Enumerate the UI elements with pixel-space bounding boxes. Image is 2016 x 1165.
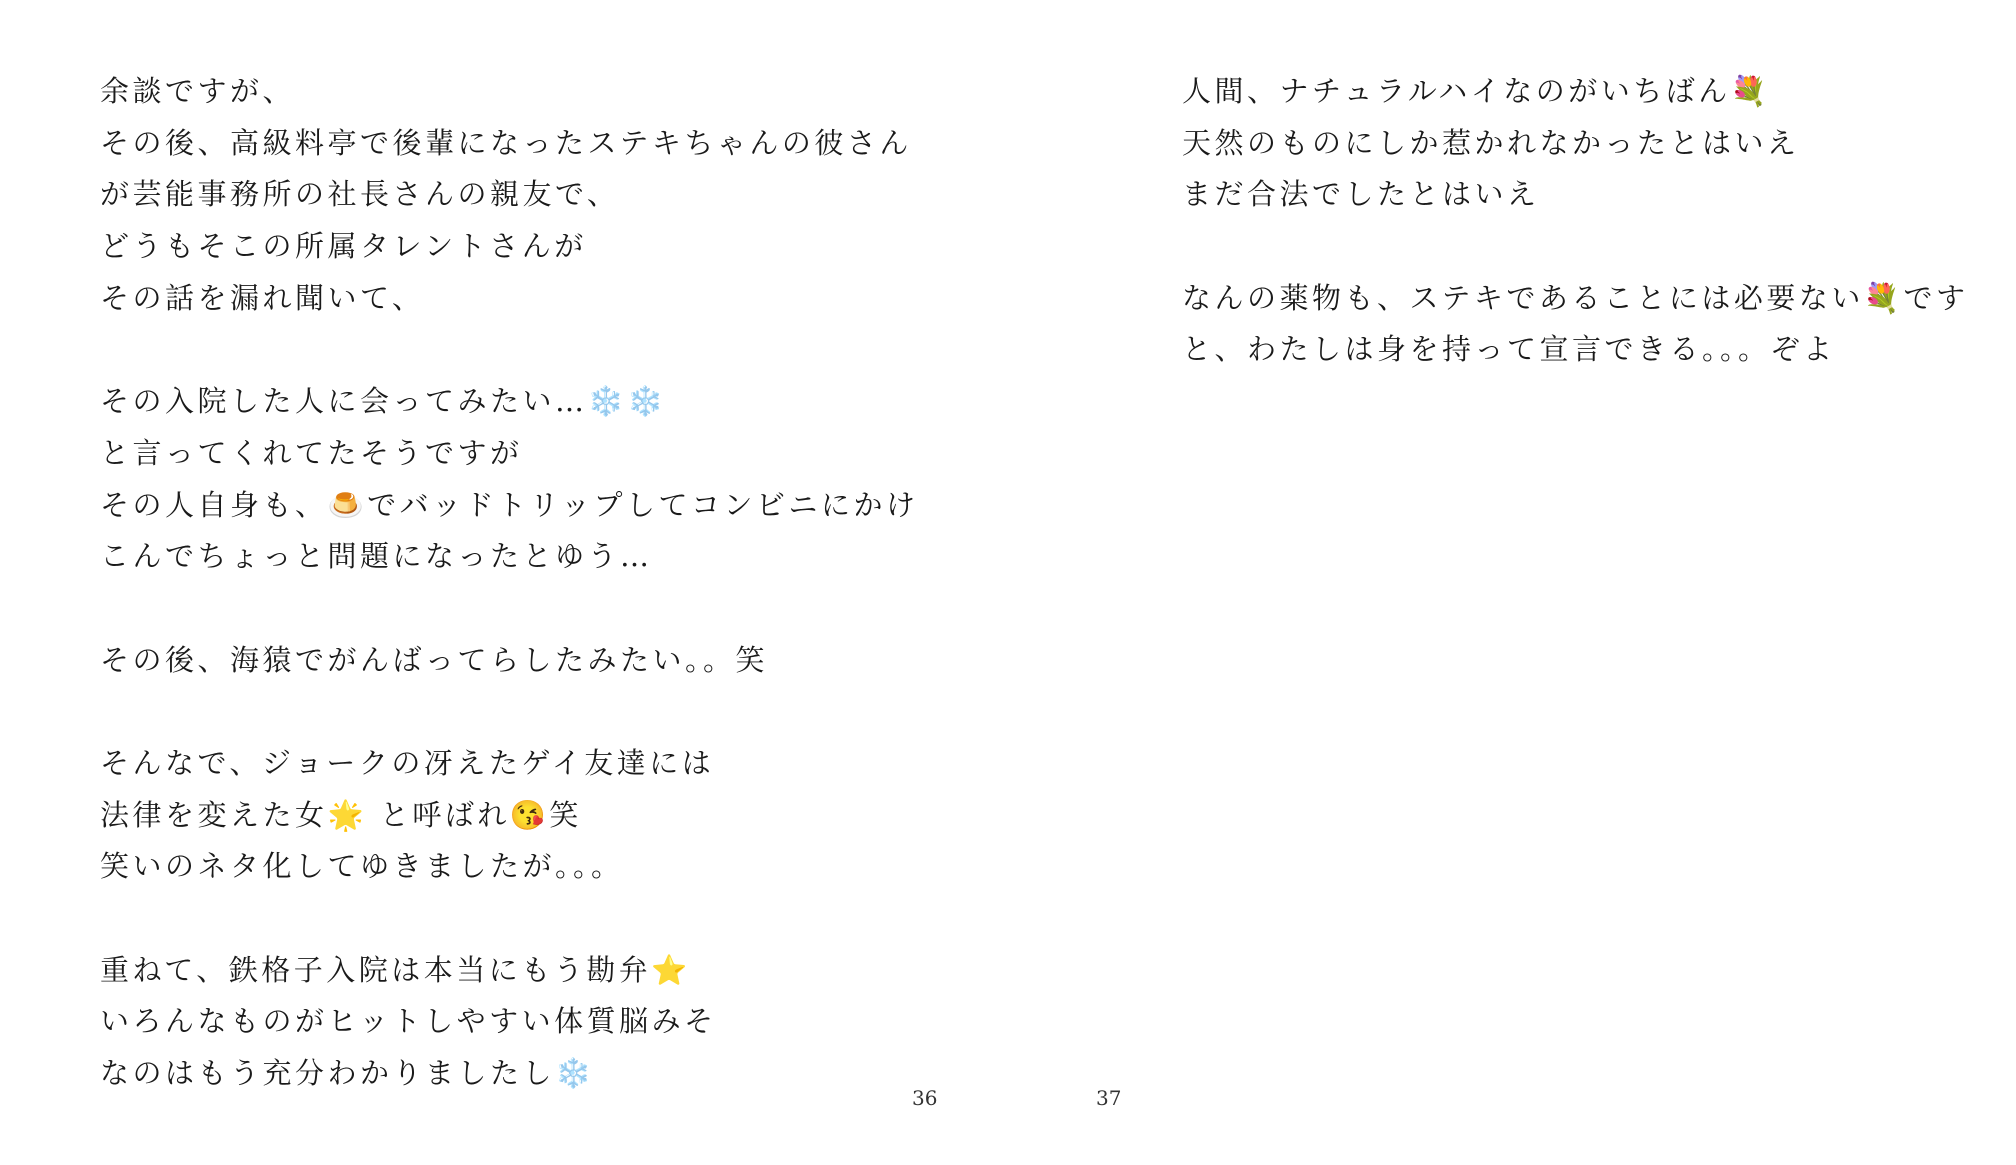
text-line: 笑いのネタ化してゆきましたが。。。 <box>100 849 624 884</box>
text-line: その人自身も、🍮でバッドトリップしてコンビニにかけ <box>100 487 919 522</box>
text-line: その入院した人に会ってみたい…❄️❄️ <box>100 384 667 419</box>
text-line: なのはもう充分わかりましたし❄️ <box>100 1056 595 1091</box>
text-line: どうもそこの所属タレントさんが <box>100 229 587 264</box>
text-line: そんなで、ジョークの冴えたゲイ友達には <box>100 745 715 780</box>
page-number: 36 <box>912 1086 938 1110</box>
blank-line <box>100 583 918 635</box>
text-line: 法律を変えた女🌟 と呼ばれ😘笑 <box>100 797 582 832</box>
blank-line <box>100 324 918 376</box>
text-line: いろんなものがヒットしやすい体質脳みそ <box>100 1004 717 1039</box>
blank-line <box>1182 221 1969 273</box>
text-line: その後、高級料亭で後輩になったステキちゃんの彼さん <box>100 125 912 160</box>
text-line: 重ねて、鉄格子入院は本当にもう勘弁⭐️ <box>100 952 691 987</box>
text-line: と、わたしは身を持って宣言できる。。。ぞよ <box>1182 332 1836 367</box>
text-line: と言ってくれてたそうですが <box>100 435 523 470</box>
text-line: 人間、ナチュラルハイなのがいちばん💐 <box>1182 74 1771 108</box>
left-page-text <box>100 66 918 1100</box>
text-line: が芸能事務所の社長さんの親友で、 <box>100 177 620 212</box>
text-line: まだ合法でしたとはいえ <box>1182 177 1540 212</box>
text-line: 天然のものにしか惹かれなかったとはいえ <box>1182 125 1800 160</box>
page-number: 37 <box>1096 1086 1122 1110</box>
text-line: こんでちょっと問題になったとゆう… <box>100 539 653 574</box>
right-page-text <box>1182 66 1969 376</box>
text-line: その話を漏れ聞いて、 <box>100 280 425 315</box>
text-line: その後、海猿でがんばってらしたみたい。。笑 <box>100 642 769 677</box>
blank-line <box>100 686 918 738</box>
right-page <box>1008 0 2016 1165</box>
blank-line <box>100 893 918 945</box>
text-line: なんの薬物も、ステキであることには必要ない💐です <box>1182 280 1969 315</box>
text-line: 余談ですが、 <box>100 74 296 108</box>
